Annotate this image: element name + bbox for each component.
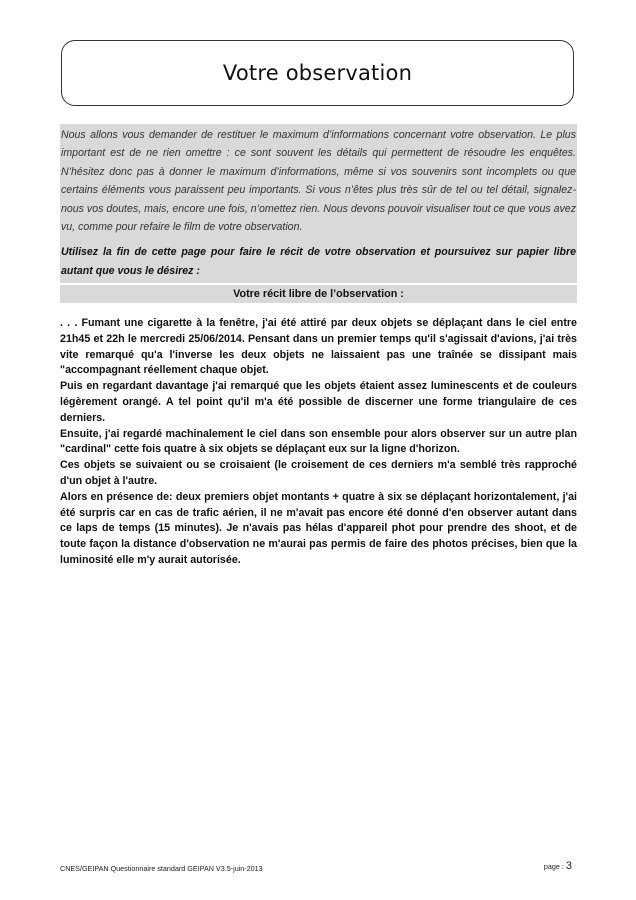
footer-document-id: CNES/GEIPAN Questionnaire standard GEIPAN V3.5-juin-2013 [60, 864, 263, 873]
footer-page [544, 860, 572, 872]
section-heading: Votre récit libre de l’observation : [60, 285, 577, 303]
page-number: 3 [565, 860, 572, 872]
title-box [61, 40, 574, 106]
narrative-paragraph: Alors en présence de: deux premiers objet montants + quatre à six se déplaçant horizontalement, j'ai été surpris car en cas de trafic aérien, il ne m'avait pas encore été donné d'en observer autant dans ce laps de temps (15 minutes). Je n'avais pas hélas d'appareil phot pour prendre des shoot, et de toute façon la distance d'observation ne m'aurai pas permis de faire des photos précises, bien que la luminosité elle m'y aurait autorisée. [60, 490, 577, 566]
intro-text: Nous allons vous demander de restituer le maximum d’informations concernant votre observation. Le plus important est de ne rien omettre : ce sont souvent les détails qui permettent de résoudre les enquêtes. N’hésitez donc pas à donner le maximum d’informations, même si vos souvenirs sont incomplets ou que certains éléments vous paraissent peu importants. Si vous n’êtes plus très sûr de tel ou tel détail, signalez-nous vos doutes, mais, encore une fois, n’omettez rien. Nous devons pouvoir visualiser tout ce que vous avez vu, comme pour refaire le film de votre observation. [61, 129, 576, 234]
narrative-paragraph: Ces objets se suivaient ou se croisaient (le croisement de ces derniers m'a semblé très rapproché d'un objet à l'autre. [60, 459, 577, 487]
narrative-paragraph: Puis en regardant davantage j'ai remarqué que les objets étaient assez luminescents et de couleurs légèrement orangé. A tel point qu'il m'a été possible de discerner une forme triangulaire de ces derniers. [60, 380, 577, 424]
narrative-paragraph: . . . Fumant une cigarette à la fenêtre, j'ai été attiré par deux objets se déplaçant dans le ciel entre 21h45 et 22h le mercredi 25/06/2014. Pensant dans un premier temps qu'il s'agissait d'avions, j'ai très vite remarqué qu'a l'inverse les deux objets ne laissaient pas une traînée se dissipant mais "accompagnant réellement chaque objet. [60, 317, 577, 377]
intro-panel [60, 124, 577, 283]
narrative-paragraph: Ensuite, j'ai regardé machinalement le ciel dans son ensemble pour alors observer sur un autre plan "cardinal" cette fois quatre à six objets se déplaçant eux sur la ligne d'horizon. [60, 427, 577, 456]
narrative-text [60, 316, 577, 569]
intro-instruction: Utilisez la fin de cette page pour faire le récit de votre observation et poursuivez sur papier libre autant que vous le désirez : [61, 246, 576, 277]
page-label: page : [543, 862, 564, 871]
page-title: Votre observation [222, 61, 413, 85]
